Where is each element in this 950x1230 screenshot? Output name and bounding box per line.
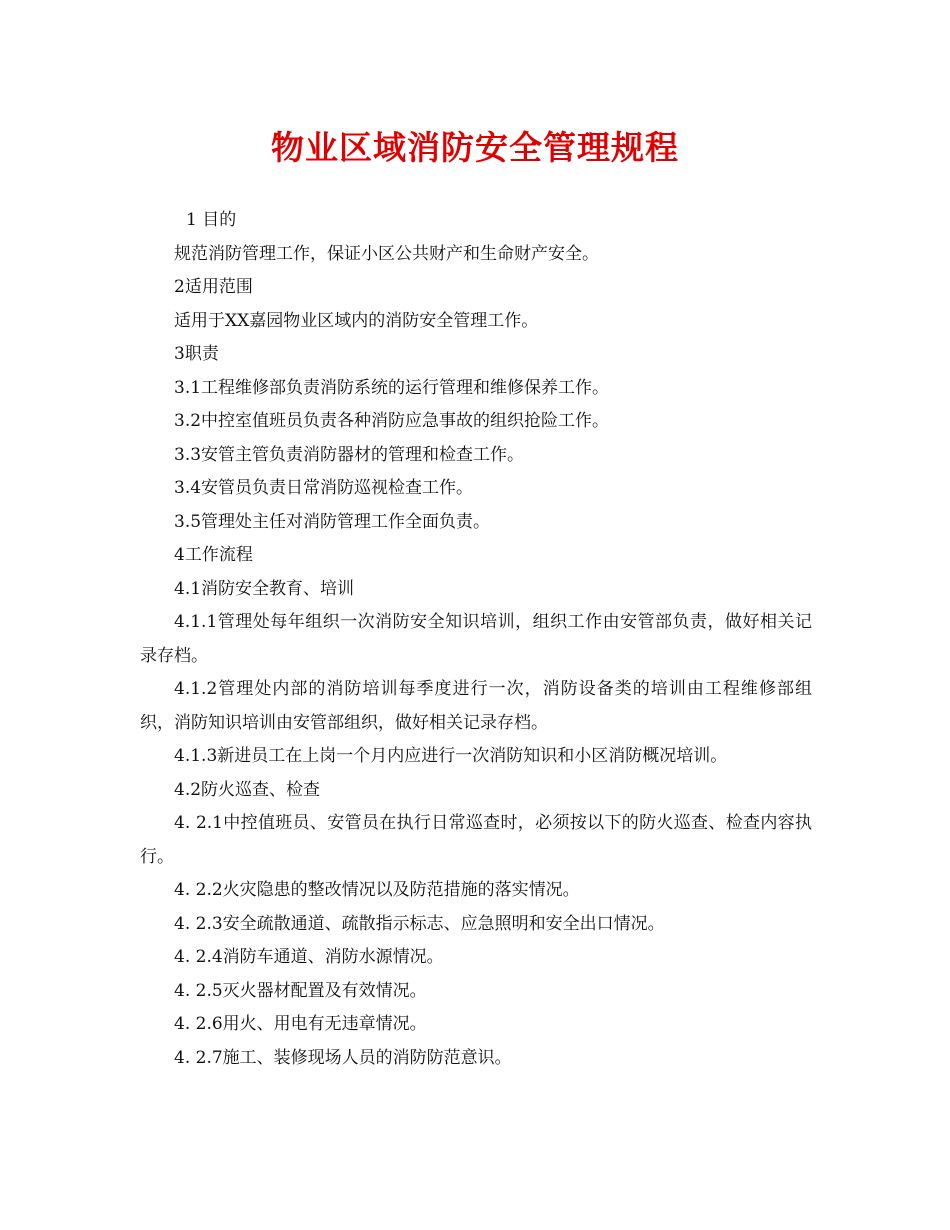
list-item: 3.5管理处主任对消防管理工作全面负责。: [174, 511, 491, 532]
list-item: 3.3安管主管负责消防器材的管理和检查工作。: [174, 444, 525, 465]
subsection-heading: 4.2防火巡查、检查: [174, 779, 321, 800]
document-body: [140, 204, 812, 1075]
document-title: 物业区域消防安全管理规程: [271, 128, 679, 167]
list-item: 4. 2.1中控值班员、安管员在执行日常巡查时，必须按以下的防火巡查、检查内容执行。: [140, 813, 812, 867]
subsection-heading: 4.1消防安全教育、培训: [174, 578, 355, 599]
list-item: 4. 2.6用火、用电有无违章情况。: [174, 1014, 427, 1034]
list-item: 3.4安管员负责日常消防巡视检查工作。: [174, 478, 474, 498]
section-heading-purpose: 1 目的: [186, 210, 237, 230]
paragraph: 规范消防管理工作，保证小区公共财产和生命财产安全。: [174, 243, 599, 264]
list-item: 4. 2.3安全疏散通道、疏散指示标志、应急照明和安全出口情况。: [174, 913, 665, 934]
list-item: 4. 2.7施工、装修现场人员的消防防范意识。: [174, 1047, 512, 1068]
list-item: 4.1.1管理处每年组织一次消防安全知识培训，组织工作由安管部负责，做好相关记录存档。: [140, 612, 812, 666]
section-heading-responsibilities: 3职责: [174, 344, 219, 364]
section-heading-scope: 2适用范围: [174, 277, 253, 297]
list-item: 4.1.3新进员工在上岗一个月内应进行一次消防知识和小区消防概况培训。: [174, 746, 728, 766]
section-heading-workflow: 4工作流程: [174, 545, 253, 565]
list-item: 4. 2.5灭火器材配置及有效情况。: [174, 980, 427, 1001]
list-item: 4.1.2管理处内部的消防培训每季度进行一次，消防设备类的培训由工程维修部组织，消防知识培训由安管部组织，做好相关记录存档。: [140, 679, 812, 733]
list-item: 4. 2.4消防车通道、消防水源情况。: [174, 947, 444, 967]
list-item: 4. 2.2火灾隐患的整改情况以及防范措施的落实情况。: [174, 880, 580, 900]
list-item: 3.1工程维修部负责消防系统的运行管理和维修保养工作。: [174, 377, 610, 398]
paragraph: 适用于XX嘉园物业区域内的消防安全管理工作。: [174, 310, 539, 331]
list-item: 3.2中控室值班员负责各种消防应急事故的组织抢险工作。: [174, 411, 610, 431]
